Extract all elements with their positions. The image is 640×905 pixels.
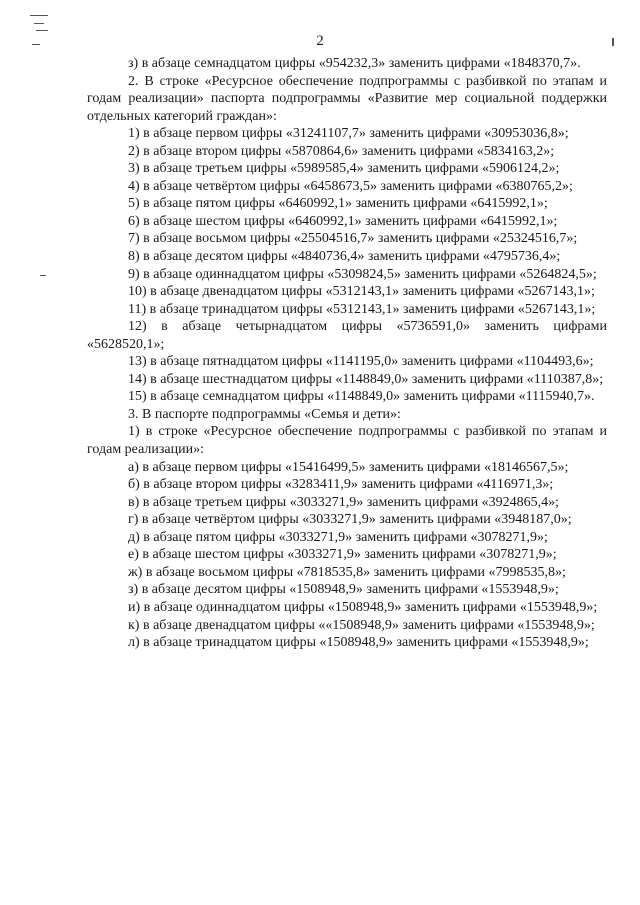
paragraph: 11) в абзаце тринадцатом цифры «5312143,1» заменить цифрами «5267143,1»; (128, 301, 596, 317)
paragraph: 5) в абзаце пятом цифры «6460992,1» заменить цифрами «6415992,1»; (128, 196, 548, 212)
paragraph: 3. В паспорте подпрограммы «Семья и дети»: (128, 406, 401, 422)
paragraph: 13) в абзаце пятнадцатом цифры «1141195,0» заменить цифрами «1104493,6»; (128, 354, 594, 370)
paragraph: ж) в абзаце восьмом цифры «7818535,8» заменить цифрами «7998535,8»; (128, 564, 566, 580)
paragraph: 7) в абзаце восьмом цифры «25504516,7» заменить цифрами «25324516,7»; (128, 231, 578, 247)
scan-mark (36, 30, 48, 31)
paragraph: 6) в абзаце шестом цифры «6460992,1» заменить цифрами «6415992,1»; (128, 213, 558, 229)
paragraph: б) в абзаце втором цифры «3283411,9» заменить цифрами «4116971,3»; (128, 477, 554, 493)
scan-mark (34, 23, 44, 24)
paragraph: 14) в абзаце шестнадцатом цифры «1148849,0» заменить цифрами «1110387,8»; (128, 371, 604, 387)
paragraph: в) в абзаце третьем цифры «3033271,9» заменить цифрами «3924865,4»; (128, 494, 560, 510)
paragraph: е) в абзаце шестом цифры «3033271,9» заменить цифрами «3078271,9»; (128, 547, 557, 563)
paragraph: и) в абзаце одиннадцатом цифры «1508948,9» заменить цифрами «1553948,9»; (128, 599, 598, 615)
paragraph: 2. В строке «Ресурсное обеспечение подпрограммы с разбивкой по этапам и годам реализации» паспорта подпрограммы «Развитие мер социальной поддержки отдельных категорий граждан»: (87, 73, 607, 124)
page-number: 2 (316, 33, 324, 49)
paragraph: д) в абзаце пятом цифры «3033271,9» заменить цифрами «3078271,9»; (128, 529, 548, 545)
scan-mark (40, 275, 46, 276)
paragraph: 3) в абзаце третьем цифры «5989585,4» заменить цифрами «5906124,2»; (128, 161, 560, 177)
scan-mark (30, 15, 48, 16)
paragraph: 12) в абзаце четырнадцатом цифры «5736591,0» заменить цифрами «5628520,1»; (87, 319, 607, 352)
document-body (87, 55, 607, 652)
paragraph: л) в абзаце тринадцатом цифры «1508948,9» заменить цифрами «1553948,9»; (128, 635, 589, 651)
paragraph: к) в абзаце двенадцатом цифры ««1508948,9» заменить цифрами «1553948,9»; (128, 617, 595, 633)
paragraph: 8) в абзаце десятом цифры «4840736,4» заменить цифрами «4795736,4»; (128, 249, 561, 265)
paragraph: 10) в абзаце двенадцатом цифры «5312143,1» заменить цифрами «5267143,1»; (128, 284, 595, 300)
paragraph: 4) в абзаце четвёртом цифры «6458673,5» заменить цифрами «6380765,2»; (128, 178, 573, 194)
paragraph: 2) в абзаце втором цифры «5870864,6» заменить цифрами «5834163,2»; (128, 143, 555, 159)
paragraph: 1) в строке «Ресурсное обеспечение подпрограммы с разбивкой по этапам и годам реализации»: (87, 424, 607, 458)
paragraph: г) в абзаце четвёртом цифры «3033271,9» заменить цифрами «3948187,0»; (128, 512, 572, 528)
paragraph: з) в абзаце семнадцатом цифры «954232,3» заменить цифрами «1848370,7». (128, 56, 581, 71)
paragraph: 1) в абзаце первом цифры «31241107,7» заменить цифрами «30953036,8»; (128, 126, 569, 142)
paragraph: з) в абзаце десятом цифры «1508948,9» заменить цифрами «1553948,9»; (128, 582, 559, 598)
paragraph: 15) в абзаце семнадцатом цифры «1148849,0» заменить цифрами «1115940,7». (128, 389, 595, 405)
paragraph: а) в абзаце первом цифры «15416499,5» заменить цифрами «18146567,5»; (128, 459, 569, 475)
paragraph: 9) в абзаце одиннадцатом цифры «5309824,5» заменить цифрами «5264824,5»; (128, 266, 597, 282)
